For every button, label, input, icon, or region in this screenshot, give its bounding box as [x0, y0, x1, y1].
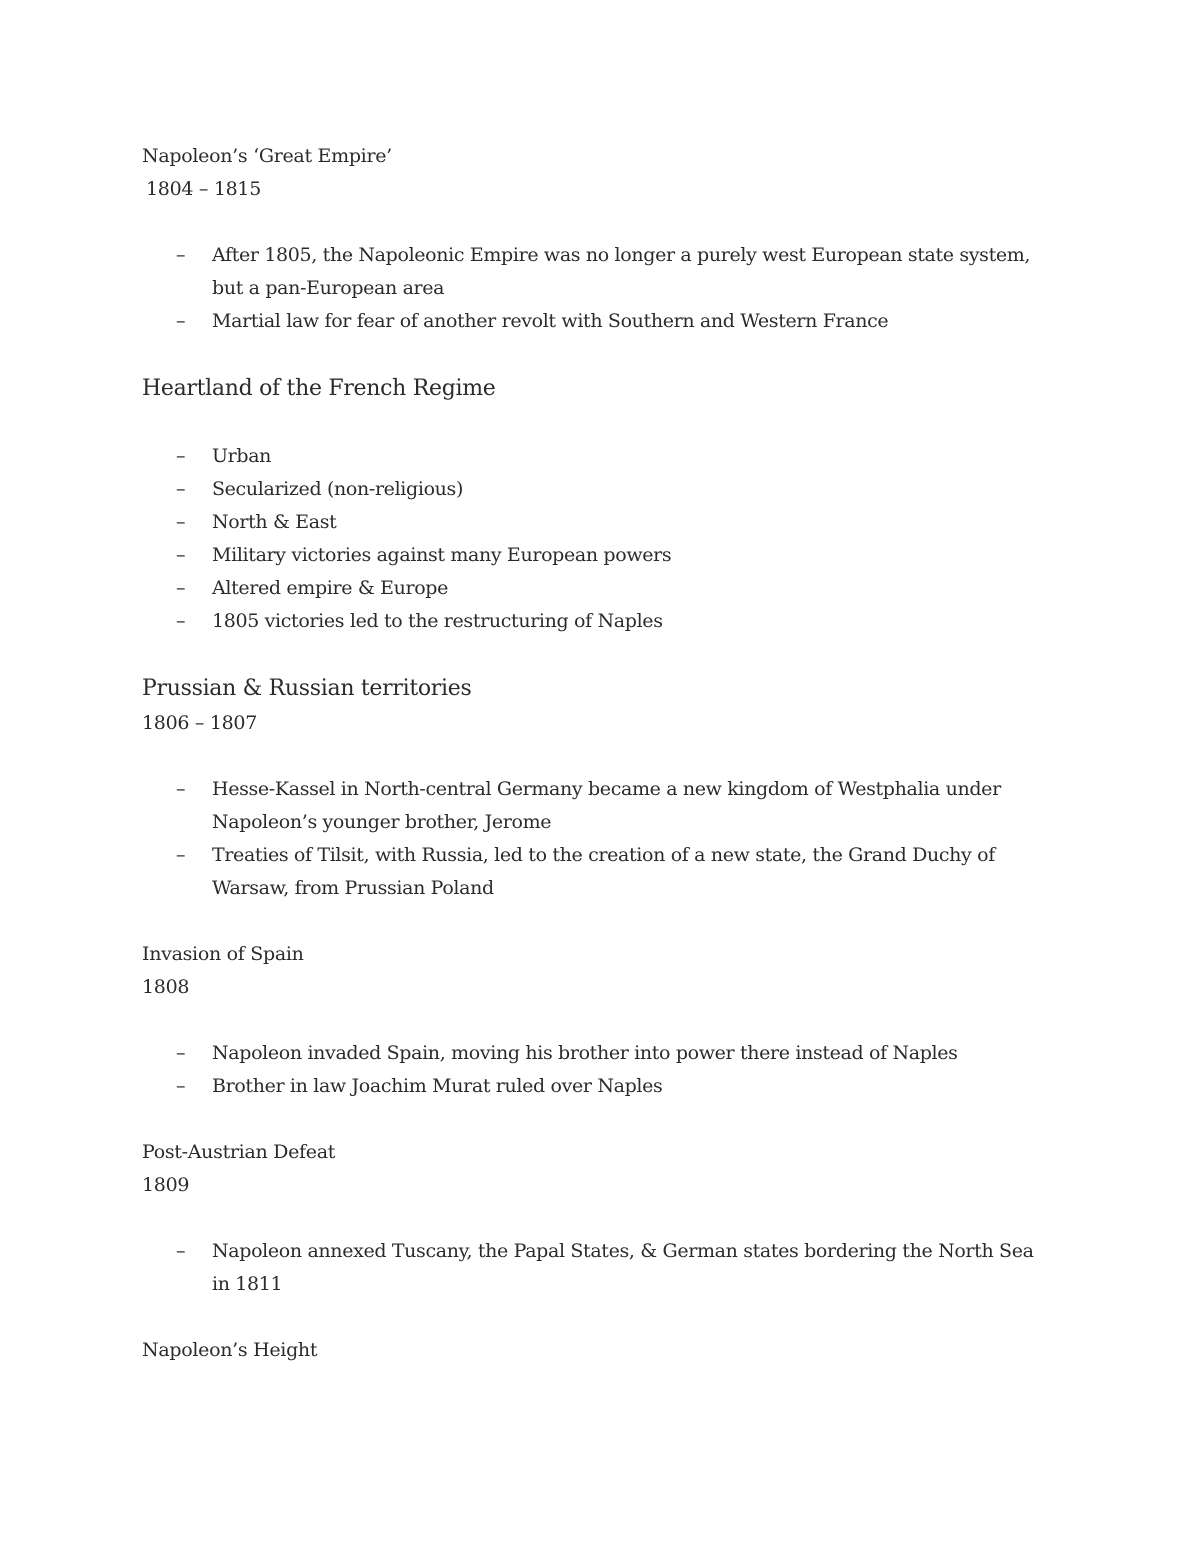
- list-item: – Military victories against many European powers: [142, 539, 1052, 572]
- section-invasion-spain: [142, 938, 1062, 1103]
- list-item: – Secularized (non-religious): [142, 473, 1052, 506]
- dash-bullet-icon: –: [176, 310, 186, 332]
- list-item: – 1805 victories led to the restructuring of Naples: [142, 605, 1052, 638]
- bullet-list: [142, 239, 1062, 338]
- list-item: – North & East: [142, 506, 1052, 539]
- list-item: – Martial law for fear of another revolt with Southern and Western France: [142, 305, 1052, 338]
- dash-bullet-icon: –: [176, 511, 186, 533]
- list-item: – Treaties of Tilsit, with Russia, led to the creation of a new state, the Grand Duchy of Warsaw, from Prussian Poland: [142, 839, 1052, 905]
- bullet-list: [142, 440, 1062, 638]
- section-post-austrian: [142, 1136, 1062, 1301]
- bullet-list: [142, 1037, 1062, 1103]
- section-heading: Napoleon’s Height: [142, 1339, 318, 1361]
- list-item: – Urban: [142, 440, 1052, 473]
- dash-bullet-icon: –: [176, 577, 186, 599]
- section-napoleon-height: [142, 1334, 1062, 1367]
- dash-bullet-icon: –: [176, 778, 186, 800]
- dash-bullet-icon: –: [176, 844, 186, 866]
- list-item: – After 1805, the Napoleonic Empire was no longer a purely west European state system, but a pan-European area: [142, 239, 1052, 305]
- section-date: 1804 – 1815: [146, 178, 261, 200]
- section-heartland: [142, 371, 1062, 638]
- section-heading: Invasion of Spain: [142, 943, 304, 965]
- dash-bullet-icon: –: [176, 610, 186, 632]
- dash-bullet-icon: –: [176, 445, 186, 467]
- dash-bullet-icon: –: [176, 1240, 186, 1262]
- list-item: – Napoleon invaded Spain, moving his brother into power there instead of Naples: [142, 1037, 1052, 1070]
- bullet-list: [142, 1235, 1062, 1301]
- list-item: – Altered empire & Europe: [142, 572, 1052, 605]
- dash-bullet-icon: –: [176, 1042, 186, 1064]
- dash-bullet-icon: –: [176, 478, 186, 500]
- section-great-empire: [142, 140, 1062, 338]
- section-heading: Napoleon’s ‘Great Empire’: [142, 145, 392, 167]
- section-heading: Post-Austrian Defeat: [142, 1141, 336, 1163]
- bullet-list: [142, 773, 1062, 905]
- document-page: [142, 140, 1062, 1367]
- dash-bullet-icon: –: [176, 1075, 186, 1097]
- section-heading: Prussian & Russian territories: [142, 676, 472, 701]
- dash-bullet-icon: –: [176, 244, 186, 266]
- list-item: – Napoleon annexed Tuscany, the Papal States, & German states bordering the North Sea in 1811: [142, 1235, 1052, 1301]
- section-date: 1808: [142, 976, 190, 998]
- section-date: 1809: [142, 1174, 190, 1196]
- dash-bullet-icon: –: [176, 544, 186, 566]
- section-prussian-russian: [142, 671, 1062, 905]
- section-heading: Heartland of the French Regime: [142, 376, 496, 401]
- list-item: – Brother in law Joachim Murat ruled over Naples: [142, 1070, 1052, 1103]
- list-item: – Hesse-Kassel in North-central Germany became a new kingdom of Westphalia under Napoleon’s younger brother, Jerome: [142, 773, 1052, 839]
- section-date: 1806 – 1807: [142, 712, 257, 734]
